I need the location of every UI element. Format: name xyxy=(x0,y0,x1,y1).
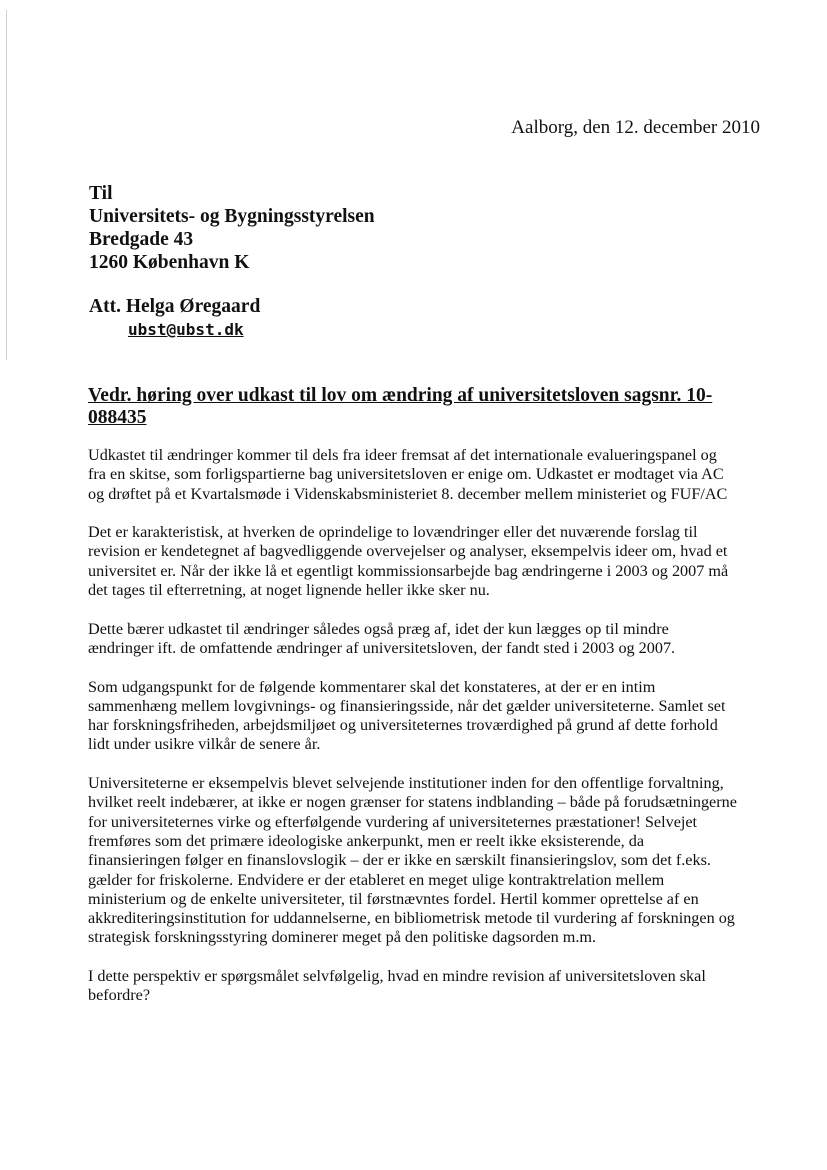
subject-heading xyxy=(88,385,738,429)
paragraph-line: finansieringen følger en finanslovslogik – der er ikke en særskilt finansieringslov, som det f.eks. xyxy=(88,851,711,870)
paragraph-line: Universiteterne er eksempelvis blevet selvejende institutioner inden for den offentlige forvaltning, xyxy=(88,774,724,793)
letter-body xyxy=(88,446,768,1025)
letter-date: Aalborg, den 12. december 2010 xyxy=(511,117,760,138)
scan-edge-line xyxy=(6,10,7,360)
subject-line-1: Vedr. høring over udkast til lov om ændring af universitetsloven sagsnr. 10- xyxy=(88,385,713,406)
paragraph-5 xyxy=(88,774,768,948)
paragraph-line: hvilket reelt indebærer, at ikke er nogen grænser for statens indblanding – både på forudsætningerne xyxy=(88,793,737,812)
paragraph-line: I dette perspektiv er spørgsmålet selvfølgelig, hvad en mindre revision af universitetsloven skal xyxy=(88,967,706,986)
paragraph-line: akkrediteringsinstitution for uddannelserne, en bibliometrisk metode til vurdering af forskningen og xyxy=(88,909,735,928)
paragraph-1 xyxy=(88,446,768,504)
paragraph-line: fra en skitse, som forligspartierne bag universitetsloven er enige om. Udkastet er modtaget via AC xyxy=(88,465,724,484)
paragraph-line: universitet er. Når der ikke lå et egentligt kommissionsarbejde bag ændringerne i 2003 og 2007 må xyxy=(88,561,729,580)
paragraph-line: Som udgangspunkt for de følgende kommentarer skal det konstateres, at der er en intim xyxy=(88,677,656,696)
paragraph-4 xyxy=(88,678,768,755)
paragraph-line: befordre? xyxy=(88,986,151,1005)
paragraph-line: ministerium og de enkelte universiteter, til førstnævntes fordel. Hertil kommer oprettelse af en xyxy=(88,889,699,908)
recipient-line-city: 1260 København K xyxy=(89,252,250,273)
paragraph-3 xyxy=(88,620,768,659)
attention-line: Att. Helga Øregaard xyxy=(89,296,261,317)
paragraph-line: for universiteternes virke og efterfølgende vurdering af universiteternes præstationer! Selvejet xyxy=(88,812,698,831)
paragraph-6 xyxy=(88,967,768,1006)
paragraph-line: lidt under usikre vilkår de senere år. xyxy=(88,735,321,754)
paragraph-line: fremføres som det primære ideologiske ankerpunkt, men er reelt ikke eksisterende, da xyxy=(88,831,645,850)
paragraph-line: det tages til efterretning, at noget lignende heller ikke sker nu. xyxy=(88,581,490,600)
paragraph-line: Dette bærer udkastet til ændringer således også præg af, idet der kun lægges op til mindre xyxy=(88,619,669,638)
paragraph-line: gælder for friskolerne. Endvidere er der etableret en meget ulige kontraktrelation mellem xyxy=(88,870,665,889)
paragraph-line: Det er karakteristisk, at hverken de oprindelige to lovændringer eller det nuværende forslag til xyxy=(88,523,698,542)
paragraph-line: Udkastet til ændringer kommer til dels fra ideer fremsat af det internationale evalueringspanel og xyxy=(88,446,717,464)
paragraph-line: har forskningsfriheden, arbejdsmiljøet og universiteternes troværdighed på grund af dette forhold xyxy=(88,716,718,735)
recipient-line-organisation: Universitets- og Bygningsstyrelsen xyxy=(89,206,375,227)
paragraph-2 xyxy=(88,523,768,600)
paragraph-line: sammenhæng mellem lovgivnings- og finansieringsside, når det gælder universiteterne. Samlet set xyxy=(88,696,726,715)
paragraph-line: og drøftet på et Kvartalsmøde i Videnskabsministeriet 8. december mellem ministeriet og FUF/AC xyxy=(88,484,728,503)
paragraph-line: strategisk forskningsstyring dominerer meget på den politiske dagsorden m.m. xyxy=(88,928,597,947)
subject-line-2: 088435 xyxy=(88,407,147,428)
recipient-line-til: Til xyxy=(89,183,113,204)
recipient-line-street: Bredgade 43 xyxy=(89,229,194,250)
paragraph-line: revision er kendetegnet af bagvedliggende overvejelser og analyser, eksempelvis ideer om, hvad et xyxy=(88,542,728,561)
email-address: ubst@ubst.dk xyxy=(128,320,244,339)
paragraph-line: ændringer ift. de omfattende ændringer af universitetsloven, der fandt sted i 2003 og 2007. xyxy=(88,638,676,657)
recipient-address xyxy=(89,182,375,274)
